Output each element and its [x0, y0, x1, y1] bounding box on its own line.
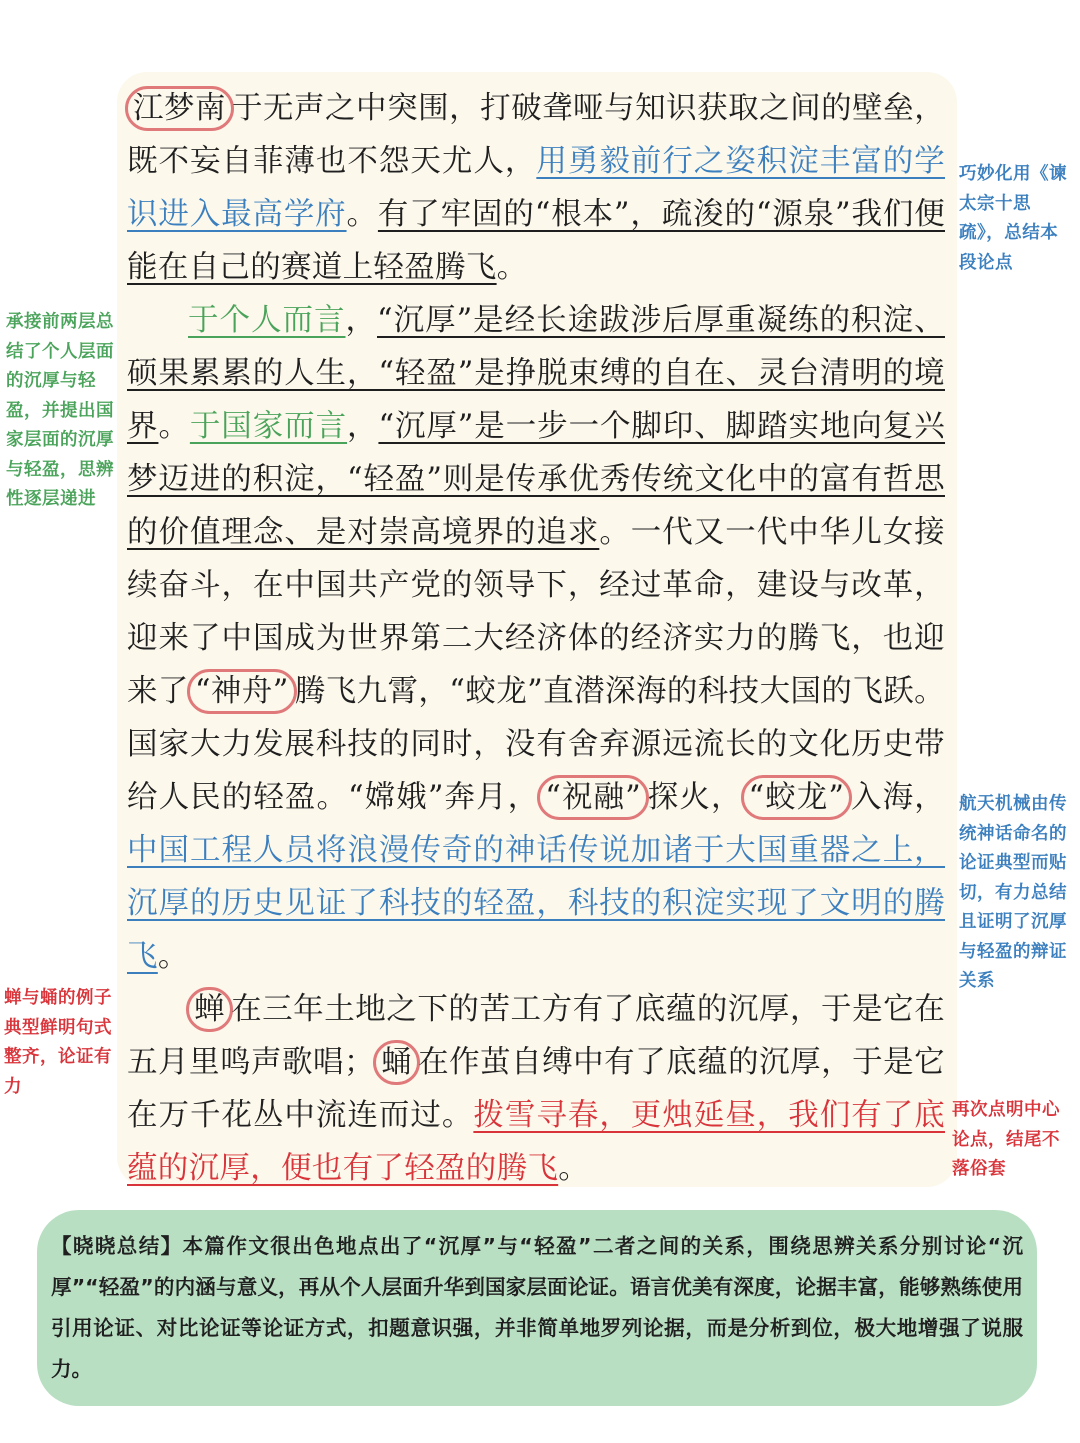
essay-paragraph-2 [127, 294, 945, 983]
annotation-note-blue-1: 巧妙化用《谏太宗十思疏》，总结本段论点 [959, 164, 1067, 273]
summary-box [37, 1210, 1037, 1406]
blue-underlined-phrase: 用勇毅前行之姿积淀丰富的学识进入最高学府 [127, 144, 945, 232]
essay-text: ， [345, 303, 377, 338]
essay-text: ， [347, 409, 379, 444]
underlined-sentence: “沉厚”是经长途跋涉后厚重凝练的积淀、硕果累累的人生，“轻盈”是挣脱束缚的自在、灵台清明的境界 [127, 303, 945, 444]
underlined-sentence: 有了牢固的“根本”，疏浚的“源泉”我们便能在自己的赛道上轻盈腾飞 [127, 197, 945, 285]
green-underlined-phrase: 于个人而言 [188, 303, 346, 338]
essay-text: 。一代又一代中华儿女接续奋斗，在中国共产党的领导下，经过革命，建设与改革，迎来了中国成为世界第二大经济体的经济实力的腾飞，也迎来了 [127, 515, 945, 709]
essay-text: 在作茧自缚中有了底蕴的沉厚，于是它在万千花丛中流连而过。 [127, 1045, 945, 1133]
essay-text: 在三年土地之下的苦工方有了底蕴的沉厚，于是它在五月里鸣声歌唱； [127, 992, 945, 1080]
essay-body [127, 82, 945, 1195]
essay-text: 探火， [647, 780, 743, 815]
essay-text: 入海， [850, 780, 946, 815]
annotation-note-green: 承接前两层总结了个人层面的沉厚与轻盈，并提出国家层面的沉厚与轻盈，思辨性逐层递进 [6, 312, 114, 509]
red-underlined-conclusion: 拨雪寻春，更烛延昼，我们有了底蕴的沉厚，便也有了轻盈的腾飞 [127, 1098, 945, 1186]
essay-text: 。 [158, 409, 190, 444]
circled-name-jiang-mengnan: 江梦南 [125, 86, 234, 131]
annotation-note-red-1: 蝉与蛹的例子典型鲜明句式整齐，论证有力 [4, 988, 112, 1097]
circled-word-jiaolong: “蛟龙” [741, 775, 853, 820]
annotation-note-red-2: 再次点明中心论点，结尾不落俗套 [952, 1100, 1060, 1179]
essay-text: 于无声之中突围，打破聋哑与知识获取之间的壁垒，既不妄自菲薄也不怨天尤人， [127, 91, 945, 179]
essay-text: 腾飞九霄，“蛟龙”直潜深海的科技大国的飞跃。国家大力发展科技的同时，没有舍弃源远流长的文化历史带给人民的轻盈。“嫦娥”奔月， [127, 674, 945, 815]
circled-word-zhurong: “祝融” [537, 775, 649, 820]
summary-text: 【晓晓总结】本篇作文很出色地点出了“沉厚”与“轻盈”二者之间的关系，围绕思辨关系分别讨论“沉厚”“轻盈”的内涵与意义，再从个人层面升华到国家层面论证。语言优美有深度，论据丰富，能够熟练使用引用论证、对比论证等论证方式，扣题意识强，并非简单地罗列论据，而是分析到位，极大地增强了说服力。 [51, 1234, 1023, 1381]
circled-word-chan: 蝉 [186, 987, 233, 1032]
circled-word-shenzhou: “神舟” [187, 669, 297, 714]
essay-text: 。 [496, 250, 528, 285]
essay-text: 。 [558, 1151, 590, 1186]
green-underlined-phrase: 于国家而言 [189, 409, 347, 444]
annotation-note-blue-2: 航天机械由传统神话命名的论证典型而贴切，有力总结且证明了沉厚与轻盈的辩证关系 [959, 794, 1067, 991]
essay-text: 。 [157, 939, 189, 974]
essay-paragraph-1 [127, 82, 945, 294]
blue-underlined-phrase: 中国工程人员将浪漫传奇的神话传说加诸于大国重器之上，沉厚的历史见证了科技的轻盈，科技的积淀实现了文明的腾飞 [127, 833, 945, 974]
essay-text: 。 [346, 197, 378, 232]
essay-paragraph-3 [127, 983, 945, 1195]
circled-word-yong: 蛹 [373, 1040, 420, 1085]
underlined-sentence: “沉厚”是一步一个脚印、脚踏实地向复兴梦迈进的积淀，“轻盈”则是传承优秀传统文化中的富有哲思的价值理念、是对崇高境界的追求 [127, 409, 946, 550]
